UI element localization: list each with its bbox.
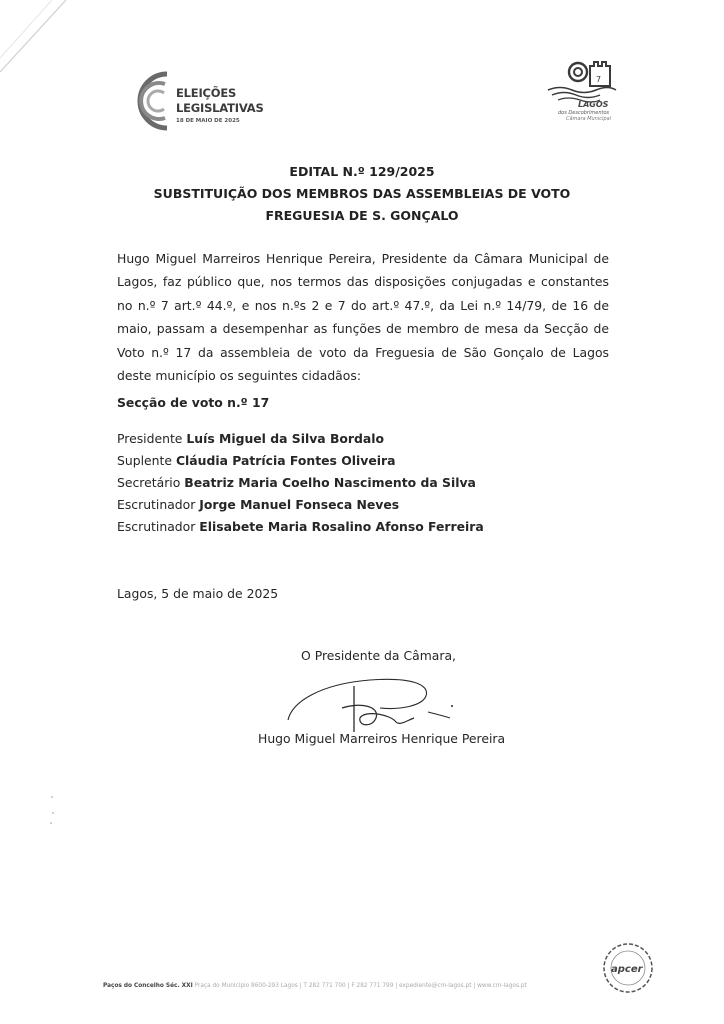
elections-logo-line2: LEGISLATIVAS [176,101,264,115]
lagos-emblem-icon [530,56,620,106]
footer-address: Paços do Concelho Séc. XXI [103,983,193,989]
member-name: Cláudia Patrícia Fontes Oliveira [175,453,396,468]
member-role: Escrutinador [117,497,200,512]
page-corner-fold [0,0,70,75]
member-role: Suplente [117,453,176,468]
member-name: Elisabete Maria Rosalino Afonso Ferreira [199,519,484,534]
body-paragraph: Hugo Miguel Marreiros Henrique Pereira, Presidente da Câmara Municipal de Lagos, faz público que, nos termos das disposições conjugadas e constantes no n.º 7 art.º 44.º, e nos n.ºs 2 e 7 do art.º 47.º, da Lei n.º 14/79, de 16 de maio, passam a desempenhar as funções de membro de mesa da Secção de Voto n.º 17 da assembleia de voto da Freguesia de São Gonçalo de Lagos deste município os seguintes cidadãos: [117,251,609,384]
scan-margin-marks [48,795,58,835]
apcer-seal-icon [598,938,658,998]
member-role: Secretário [117,475,185,490]
elections-logo [135,68,265,134]
member-name: Luís Miguel da Silva Bordalo [186,431,385,446]
footer-contact: Praça do Município 8600-293 Lagos | T 282 771 700 | F 282 771 799 | expediente@cm-lagos.pt | www.cm-lagos.pt [194,983,527,989]
edital-number: EDITAL N.º 129/2025 [289,164,435,179]
municipality-subtitle: Câmara Municipal [566,116,612,122]
member-row [117,516,484,538]
municipality-name: LAGOS [578,100,609,109]
municipality-logo [530,56,620,126]
signer-role: O Presidente da Câmara, [301,648,456,663]
edital-parish: FREGUESIA DE S. GONÇALO [265,208,459,223]
members-list [117,428,484,538]
footer [103,983,527,989]
member-role: Escrutinador [117,519,200,534]
elections-swirl-icon [135,68,175,134]
elections-logo-date: 18 DE MAIO DE 2025 [176,118,240,124]
member-row [117,450,484,472]
signer-name: Hugo Miguel Marreiros Henrique Pereira [258,731,506,746]
edital-subject: SUBSTITUIÇÃO DOS MEMBROS DAS ASSEMBLEIAS DE VOTO [153,186,571,201]
member-role: Presidente [117,431,187,446]
member-row [117,494,484,516]
svg-text:7: 7 [596,75,602,84]
member-name: Jorge Manuel Fonseca Neves [199,497,400,512]
section-title: Secção de voto n.º 17 [117,395,270,410]
certification-name: apcer [611,964,643,975]
certification-seal [598,938,658,998]
place-and-date: Lagos, 5 de maio de 2025 [117,586,279,601]
elections-logo-line1: ELEIÇÕES [176,86,237,100]
member-name: Beatriz Maria Coelho Nascimento da Silva [184,475,476,490]
member-row [117,428,484,450]
member-row [117,472,484,494]
municipality-tagline: dos Descobrimentos [558,110,610,116]
